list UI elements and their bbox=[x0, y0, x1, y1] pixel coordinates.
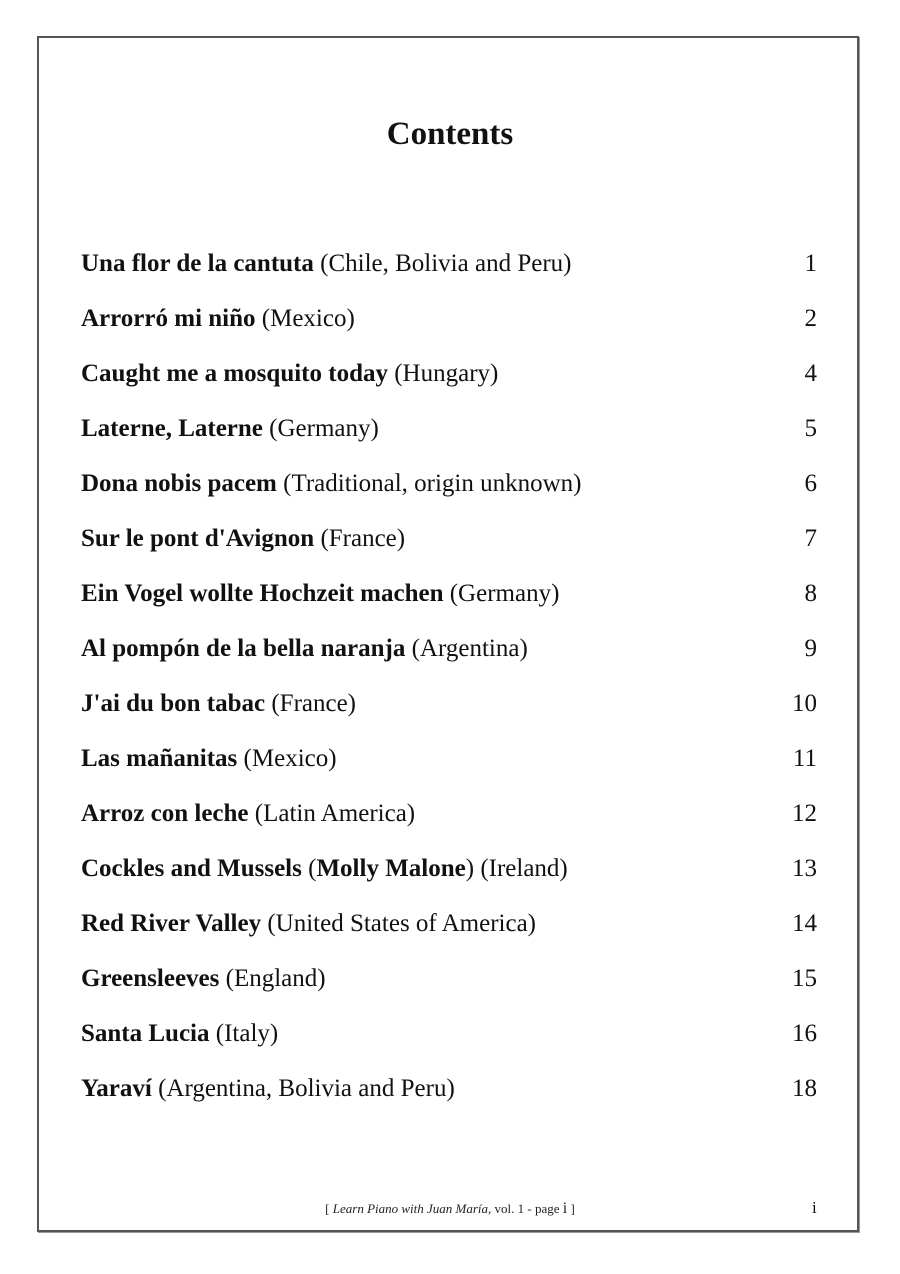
toc-entry-text bbox=[81, 951, 326, 1006]
song-title: Las mañanitas bbox=[81, 745, 238, 772]
song-title: J'ai du bon tabac bbox=[81, 690, 266, 717]
toc-entry-text bbox=[81, 456, 582, 511]
toc-entry-text bbox=[81, 1006, 278, 1061]
song-origin: (Argentina) bbox=[411, 635, 528, 662]
toc-entry-text bbox=[81, 346, 498, 401]
page-number: 13 bbox=[792, 855, 817, 882]
page-footer bbox=[0, 1199, 900, 1219]
song-origin: (Mexico) bbox=[261, 305, 355, 332]
song-origin: (England) bbox=[225, 965, 326, 992]
toc-entry-text bbox=[81, 291, 355, 346]
song-origin: (Traditional, origin unknown) bbox=[283, 470, 582, 497]
toc-entry-text bbox=[81, 676, 356, 731]
footer-close-bracket: ] bbox=[570, 1201, 575, 1216]
toc-entry bbox=[81, 511, 821, 566]
song-origin: (Chile, Bolivia and Peru) bbox=[320, 250, 572, 277]
toc-entry bbox=[81, 291, 821, 346]
song-title: Caught me a mosquito today bbox=[81, 360, 388, 387]
footer-volume: , vol. 1 - page bbox=[488, 1201, 560, 1216]
toc-entry bbox=[81, 896, 821, 951]
toc-entry-text bbox=[81, 896, 536, 951]
toc-entry bbox=[81, 621, 821, 676]
page-number: 11 bbox=[792, 745, 817, 772]
page-number: 10 bbox=[792, 690, 817, 717]
toc-entry-text bbox=[81, 731, 337, 786]
toc-entry bbox=[81, 1006, 821, 1061]
toc-entry-text bbox=[81, 621, 528, 676]
page-title: Contents bbox=[386, 116, 514, 152]
song-origin: (Mexico) bbox=[243, 745, 337, 772]
toc-entry bbox=[81, 1061, 821, 1116]
toc-entry bbox=[81, 841, 821, 896]
toc-entry bbox=[81, 566, 821, 621]
song-origin: (Germany) bbox=[449, 580, 560, 607]
toc-entry-text bbox=[81, 401, 379, 456]
song-origin: (United States of America) bbox=[267, 910, 537, 937]
song-origin: (Latin America) bbox=[254, 800, 416, 827]
song-title: Laterne, Laterne bbox=[81, 415, 263, 442]
footer-book-title: Learn Piano with Juan María bbox=[332, 1201, 489, 1216]
toc-entry bbox=[81, 456, 821, 511]
song-origin: (Germany) bbox=[269, 415, 379, 442]
page-number: 16 bbox=[792, 1020, 817, 1047]
toc-entry-text bbox=[81, 236, 571, 291]
song-title: Santa Lucia bbox=[81, 1020, 210, 1047]
toc-entry-text bbox=[81, 1061, 455, 1116]
toc-entry-text bbox=[81, 511, 405, 566]
song-title: Arroz con leche bbox=[81, 800, 249, 827]
toc-entry bbox=[81, 236, 821, 291]
page-number: 7 bbox=[804, 525, 817, 552]
page-number: 15 bbox=[792, 965, 817, 992]
song-subtitle: Molly Malone bbox=[316, 855, 466, 882]
song-origin: (Ireland) bbox=[480, 855, 568, 882]
page-number: 14 bbox=[792, 910, 817, 937]
toc-entry-text: Cockles and Mussels (Molly Malone) (Ireland) bbox=[81, 855, 568, 882]
toc-entry-text bbox=[81, 566, 559, 621]
song-origin: (France) bbox=[320, 525, 406, 552]
song-title: Una flor de la cantuta bbox=[81, 250, 314, 277]
song-origin: (France) bbox=[271, 690, 357, 717]
toc-entry bbox=[81, 731, 821, 786]
song-title: Greensleeves bbox=[81, 965, 220, 992]
page-number: 9 bbox=[804, 635, 817, 662]
toc-entry bbox=[81, 951, 821, 1006]
song-origin: (Argentina, Bolivia and Peru) bbox=[158, 1075, 455, 1102]
footer-open-bracket: [ bbox=[325, 1201, 330, 1216]
toc-entry bbox=[81, 786, 821, 841]
page-number: 18 bbox=[792, 1075, 817, 1102]
song-title: Sur le pont d'Avignon bbox=[81, 525, 315, 552]
footer-page: i bbox=[562, 1200, 568, 1217]
page-number: 8 bbox=[804, 580, 817, 607]
song-title: Ein Vogel wollte Hochzeit machen bbox=[81, 580, 444, 607]
song-title: Red River Valley bbox=[81, 910, 262, 937]
page-number: 1 bbox=[804, 250, 817, 277]
song-origin: (Hungary) bbox=[394, 360, 499, 387]
song-title: Cockles and Mussels bbox=[81, 855, 302, 882]
song-title: Arrorró mi niño bbox=[81, 305, 256, 332]
page-number: 2 bbox=[804, 305, 817, 332]
song-title: Yaraví bbox=[81, 1075, 152, 1102]
page-number: 5 bbox=[804, 415, 817, 442]
page-number: 12 bbox=[792, 800, 817, 827]
roman-page-number: i bbox=[812, 1198, 817, 1217]
toc-entry-text bbox=[81, 786, 415, 841]
toc-entry bbox=[81, 676, 821, 731]
table-of-contents bbox=[81, 236, 821, 1116]
song-origin: (Italy) bbox=[215, 1020, 279, 1047]
song-title: Al pompón de la bella naranja bbox=[81, 635, 406, 662]
page-number: 6 bbox=[804, 470, 817, 497]
page-number: 4 bbox=[804, 360, 817, 387]
song-title: Dona nobis pacem bbox=[81, 470, 277, 497]
toc-entry bbox=[81, 401, 821, 456]
toc-entry bbox=[81, 346, 821, 401]
